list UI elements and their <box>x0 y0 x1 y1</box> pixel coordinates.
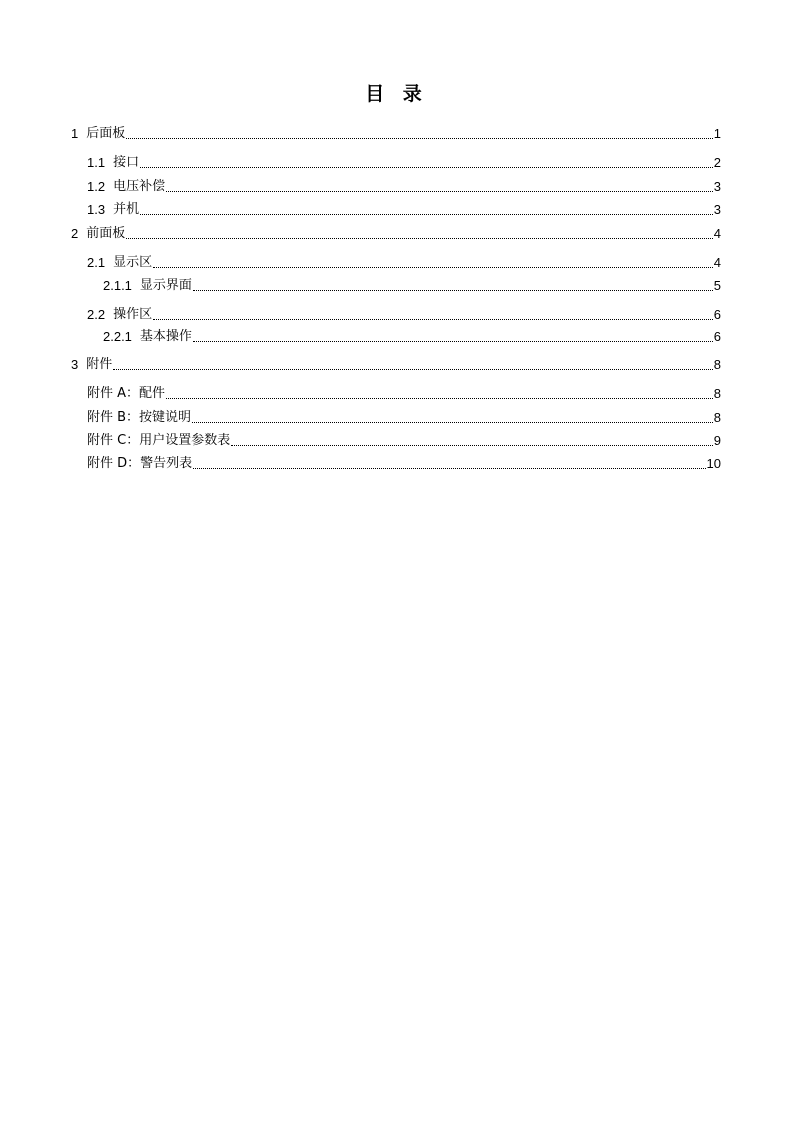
toc-entry-number: 2.2 <box>87 307 106 322</box>
toc-entry-number: 1 <box>71 126 79 141</box>
toc-dot-leader <box>193 290 713 291</box>
toc-entry-number: 2.1 <box>87 255 106 270</box>
toc-entry-appendix-a[interactable] <box>87 384 721 402</box>
toc-entry-page: 5 <box>713 278 721 293</box>
toc-dot-leader <box>140 167 713 168</box>
toc-entry-1-1[interactable] <box>87 153 721 171</box>
toc-entry-number: 1.2 <box>87 179 106 194</box>
toc-entry-label: 操作区 <box>113 307 153 322</box>
toc-entry-label: 基本操作 <box>139 329 192 344</box>
toc-entry-page: 9 <box>713 433 721 448</box>
toc-entry-label: 前面板 <box>86 226 126 241</box>
toc-dot-leader <box>126 238 713 239</box>
toc-entry-1-3[interactable] <box>87 200 721 218</box>
toc-entry-page: 1 <box>713 126 721 141</box>
toc-entry-label: 显示界面 <box>139 278 192 293</box>
toc-entry-label: 附件 A：配件 <box>87 386 166 401</box>
toc-entry-page: 8 <box>713 410 721 425</box>
toc-entry-label: 电压补偿 <box>113 179 166 194</box>
toc-dot-leader <box>126 138 713 139</box>
toc-entry-page: 6 <box>713 329 721 344</box>
toc-dot-leader <box>166 191 713 192</box>
toc-entry-number: 2 <box>71 226 79 241</box>
toc-entry-2-1[interactable] <box>87 253 721 271</box>
toc-entry-appendix-d[interactable] <box>87 454 721 472</box>
toc-dot-leader <box>192 422 713 423</box>
toc-entry-label: 显示区 <box>113 255 153 270</box>
toc-entry-label: 并机 <box>113 202 140 217</box>
toc-entry-2-1-1[interactable] <box>103 276 721 294</box>
toc-entry-2[interactable] <box>71 224 721 242</box>
toc-entry-label: 附件 D：警告列表 <box>87 456 193 471</box>
toc-dot-leader <box>231 445 713 446</box>
toc-entry-page: 8 <box>713 357 721 372</box>
toc-dot-leader <box>193 341 713 342</box>
toc-entry-label: 附件 C：用户设置参数表 <box>87 433 231 448</box>
toc-entry-page: 3 <box>713 179 721 194</box>
toc-dot-leader <box>153 319 713 320</box>
toc-entry-3[interactable] <box>71 355 721 373</box>
toc-dot-leader <box>166 398 713 399</box>
toc-entry-page: 2 <box>713 155 721 170</box>
toc-entry-label: 后面板 <box>86 126 126 141</box>
toc-entry-label: 附件 <box>86 357 113 372</box>
toc-entry-number: 3 <box>71 357 79 372</box>
toc-entry-page: 4 <box>713 255 721 270</box>
toc-entry-page: 4 <box>713 226 721 241</box>
toc-entry-label: 接口 <box>113 155 140 170</box>
toc-dot-leader <box>153 267 713 268</box>
toc-entry-2-2[interactable] <box>87 305 721 323</box>
toc-dot-leader <box>113 369 713 370</box>
toc-entry-number: 2.1.1 <box>103 278 132 293</box>
toc-entry-number: 2.2.1 <box>103 329 132 344</box>
toc-entry-page: 6 <box>713 307 721 322</box>
toc-entry-appendix-b[interactable] <box>87 408 721 426</box>
toc-entry-number: 1.3 <box>87 202 106 217</box>
toc-dot-leader <box>193 468 705 469</box>
toc-entry-1[interactable] <box>71 124 721 142</box>
toc-entry-2-2-1[interactable] <box>103 327 721 345</box>
toc-entry-page: 10 <box>706 456 721 471</box>
toc-entry-label: 附件 B：按键说明 <box>87 410 192 425</box>
toc-entry-1-2[interactable] <box>87 177 721 195</box>
toc-entry-page: 3 <box>713 202 721 217</box>
toc-entry-appendix-c[interactable] <box>87 431 721 449</box>
toc-title: 目 录 <box>365 83 428 105</box>
toc-dot-leader <box>140 214 713 215</box>
toc-entry-page: 8 <box>713 386 721 401</box>
toc-entry-number: 1.1 <box>87 155 106 170</box>
